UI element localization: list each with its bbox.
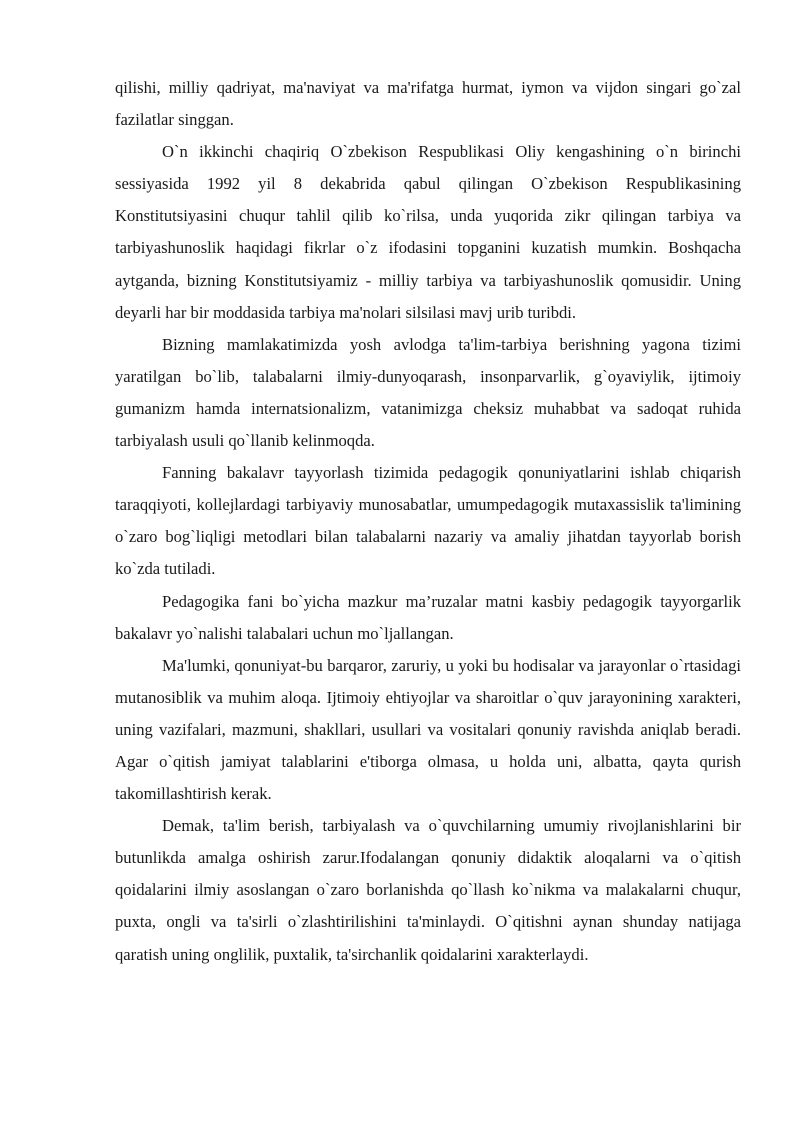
paragraph-continuation: qilishi, milliy qadriyat, ma'naviyat va ma'rifatga hurmat, iymon va vijdon singari go`zal fazilatlar singgan. <box>115 78 741 130</box>
paragraph-lecture-purpose: Pedagogika fani bo`yicha mazkur ma’ruzalar matni kasbiy pedagogik tayyorgarlik bakalavr yo`nalishi talabalari uchun mo`ljallangan. <box>115 591 741 643</box>
document-page <box>115 72 741 971</box>
paragraph-conclusion: Demak, ta'lim berish, tarbiyalash va o`quvchilarning umumiy rivojlanishlarini bir butunlikda amalga oshirish zarur.Ifodalangan qonuniy didaktik aloqalarni va o`qitish qoidalarini ilmiy asoslangan o`zaro borlanishda qo`llash ko`nikma va malakalarni chuqur, puxta, ongli va ta'sirli o`zlashtirilishini ta'minlaydi. O`qitishni aynan shunday natijaga qaratish uning onglilik, puxtalik, ta'sirchanlik qoidalarini xarakterlaydi. <box>115 816 741 964</box>
paragraph-constitution: O`n ikkinchi chaqiriq O`zbekison Respublikasi Oliy kengashining o`n birinchi sessiyasida 1992 yil 8 dekabrida qabul qilingan O`zbekison Respublikasining Konstitutsiyasini chuqur tahlil qilib ko`rilsa, unda yuqorida zikr qilingan tarbiya va tarbiyashunoslik haqidagi fikrlar o`z ifodasini topganini kuzatish mumkin. Boshqacha aytganda, bizning Konstitutsiyamiz - milliy tarbiya va tarbiyashunoslik qomusidir. Uning deyarli har bir moddasida tarbiya ma'nolari silsilasi mavj urib turibdi. <box>115 142 741 322</box>
paragraph-bachelor-training: Fanning bakalavr tayyorlash tizimida pedagogik qonuniyatlarini ishlab chiqarish taraqqiyoti, kollejlardagi tarbiyaviy munosabatlar, umumpedagogik mutaxassislik ta'limining o`zaro bog`liqligi metodlari bilan talabalarni nazariy va amaliy jihatdan tayyorlab borish ko`zda tutiladi. <box>115 463 741 579</box>
paragraph-education-system: Bizning mamlakatimizda yosh avlodga ta'lim-tarbiya berishning yagona tizimi yaratilgan bo`lib, talabalarni ilmiy-dunyoqarash, insonparvarlik, g`oyaviylik, ijtimoiy gumanizm hamda internatsionalizm, vatanimizga cheksiz muhabbat va sadoqat ruhida tarbiyalash usuli qo`llanib kelinmoqda. <box>115 334 741 451</box>
paragraph-regularity-definition: Ma'lumki, qonuniyat-bu barqaror, zaruriy, u yoki bu hodisalar va jarayonlar o`rtasidagi mutanosiblik va muhim aloqa. Ijtimoiy ehtiyojlar va sharoitlar o`quv jarayonining xarakteri, uning vazifalari, mazmuni, shakllari, usullari va vositalari qonuniy ravishda aniqlab beradi. Agar o`qitish jamiyat talablarini e'tiborga olmasa, u holda uni, albatta, qayta qurish takomillashtirish kerak. <box>115 655 741 804</box>
